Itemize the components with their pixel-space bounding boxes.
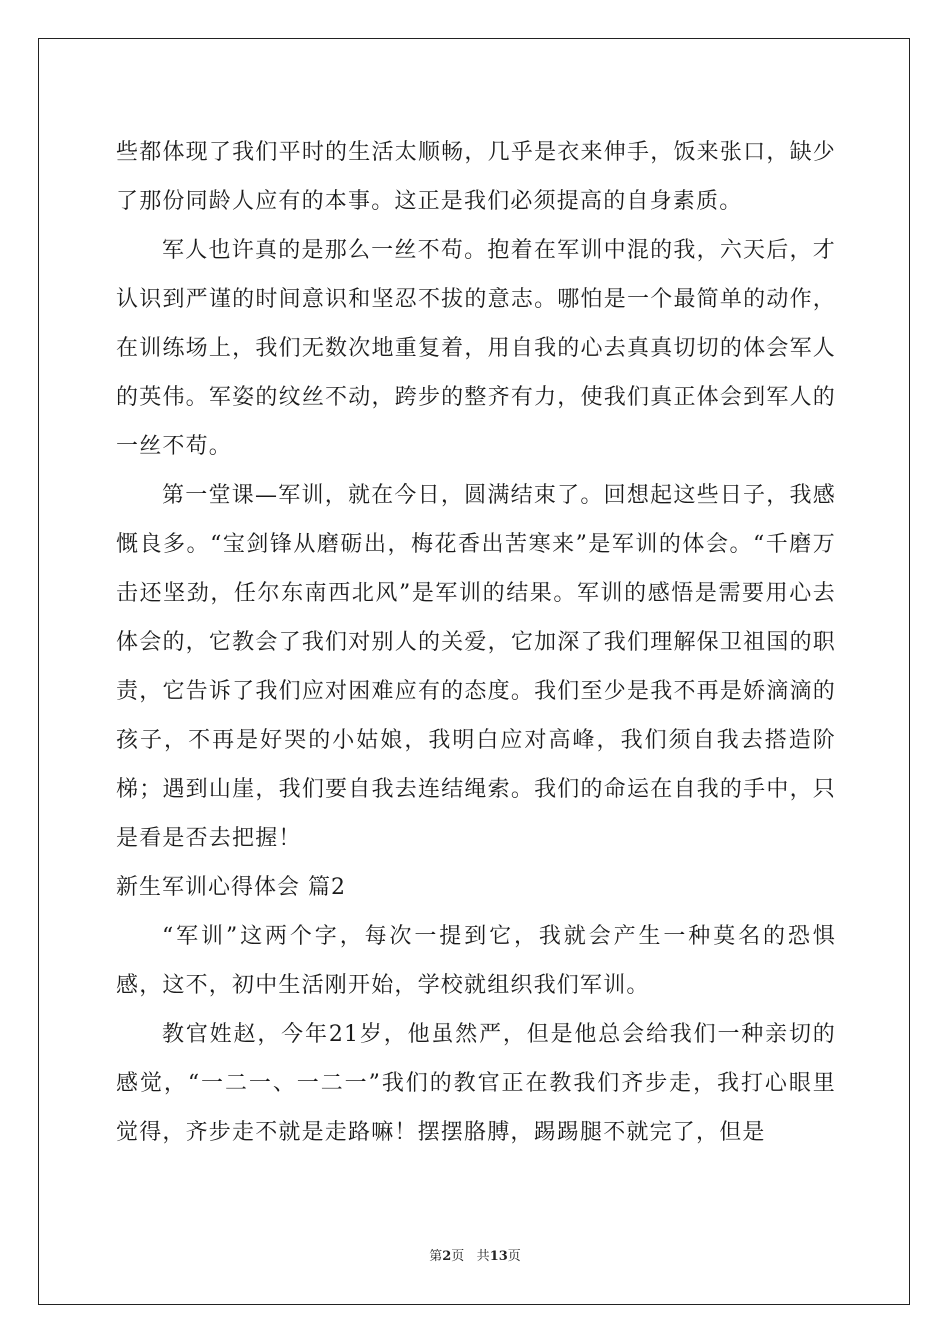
paragraph-4: “军训”这两个字，每次一提到它，我就会产生一种莫名的恐惧感，这不，初中生活刚开始，学校就组织我们军训。 xyxy=(116,924,836,998)
footer-page-number: 2 xyxy=(442,1249,452,1264)
section-heading: 新生军训心得体会 篇2 xyxy=(116,875,346,900)
page-footer xyxy=(0,1245,950,1264)
footer-page-suffix: 页 xyxy=(451,1249,465,1264)
footer-page-prefix: 第 xyxy=(429,1249,443,1264)
document-body xyxy=(116,128,836,1157)
paragraph-2: 军人也许真的是那么一丝不苟。抱着在军训中混的我，六天后，才认识到严谨的时间意识和坚忍不拔的意志。哪怕是一个最简单的动作，在训练场上，我们无数次地重复着，用自我的心去真真切切的体会军人的英伟。军姿的纹丝不动，跨步的整齐有力，使我们真正体会到军人的一丝不苟。 xyxy=(116,238,836,459)
paragraph-5: 教官姓赵，今年21岁，他虽然严，但是他总会给我们一种亲切的感觉，“一二一、一二一”我们的教官正在教我们齐步走，我打心眼里觉得，齐步走不就是走路嘛！摆摆胳膊，踢踢腿不就完了，但是 xyxy=(116,1022,836,1145)
footer-total-prefix: 共 xyxy=(476,1249,490,1264)
footer-total-suffix: 页 xyxy=(507,1249,521,1264)
paragraph-1: 些都体现了我们平时的生活太顺畅，几乎是衣来伸手，饭来张口，缺少了那份同龄人应有的本事。这正是我们必须提高的自身素质。 xyxy=(116,140,836,214)
paragraph-3: 第一堂课—军训，就在今日，圆满结束了。回想起这些日子，我感慨良多。“宝剑锋从磨砺出，梅花香出苦寒来”是军训的体会。“千磨万击还坚劲，任尔东南西北风”是军训的结果。军训的感悟是需要用心去体会的，它教会了我们对别人的关爱，它加深了我们理解保卫祖国的职责，它告诉了我们应对困难应有的态度。我们至少是我不再是娇滴滴的孩子，不再是好哭的小姑娘，我明白应对高峰，我们须自我去搭造阶梯；遇到山崖，我们要自我去连结绳索。我们的命运在自我的手中，只是看是否去把握！ xyxy=(116,483,836,851)
footer-total-pages: 13 xyxy=(489,1249,508,1264)
